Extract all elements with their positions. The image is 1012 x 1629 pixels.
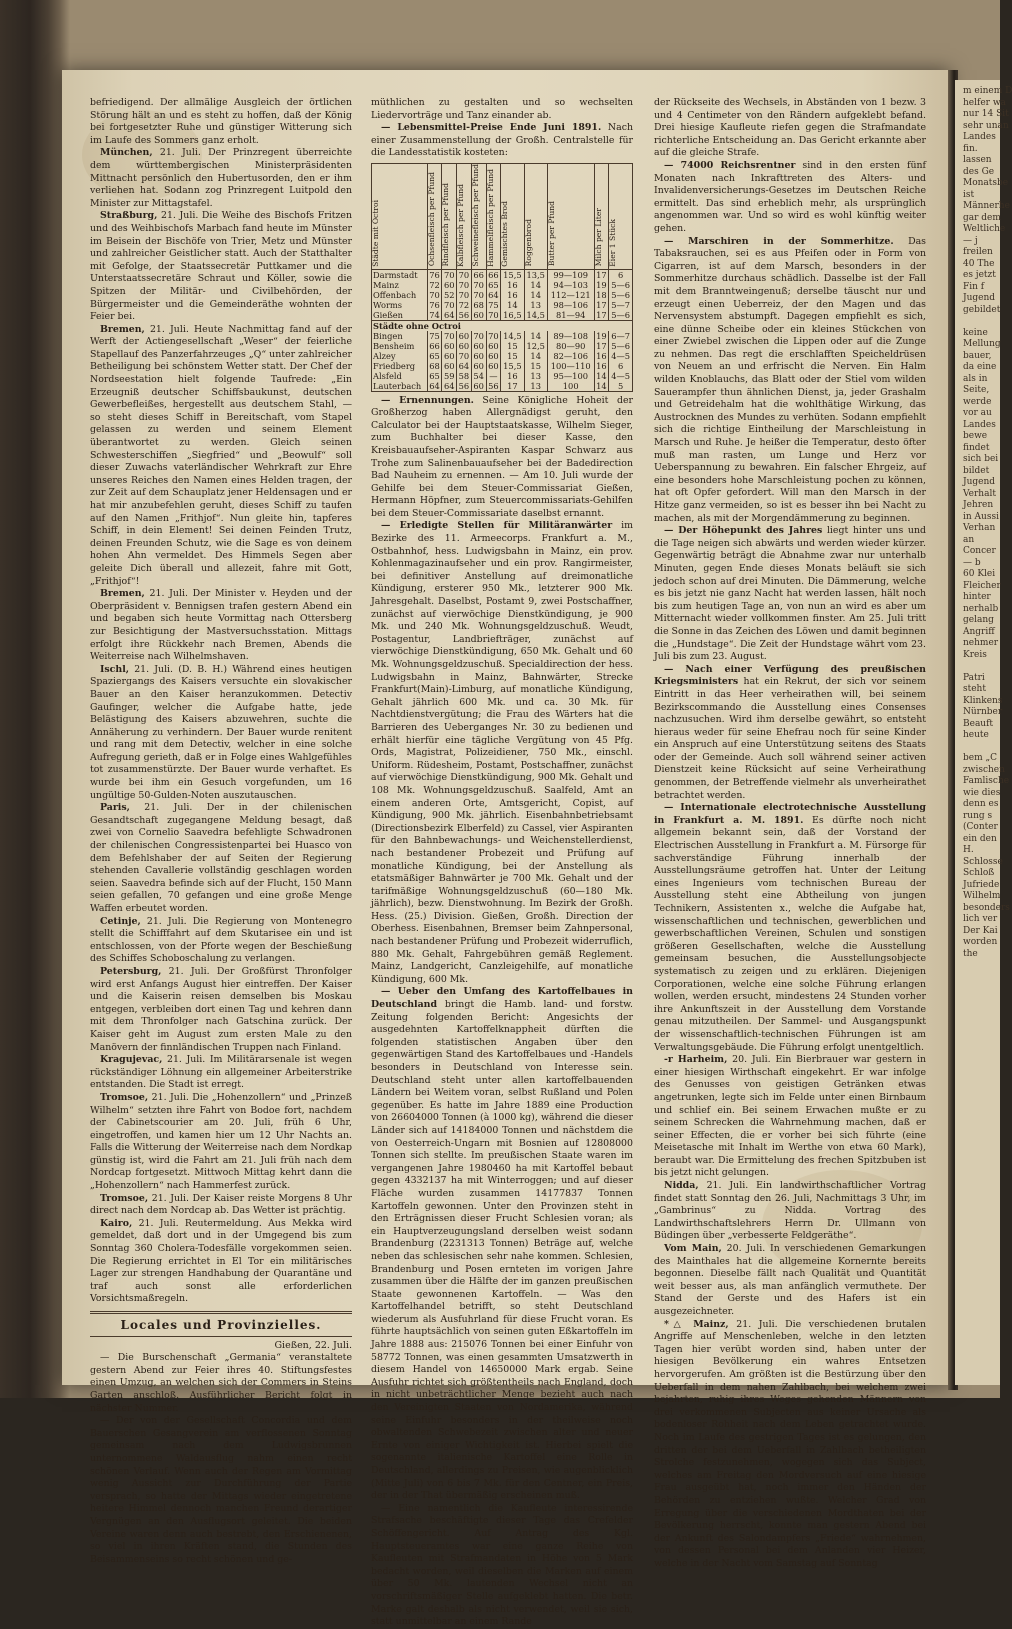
price-cell: 60 — [486, 341, 501, 351]
price-cell: 18 — [594, 290, 609, 300]
price-cell: 64 — [457, 361, 472, 371]
article-text: 21. Juli. Der Kaiser reiste Morgens 8 Uhr direct nach dem Nordcap ab. Das Wetter ist prächtig. — [90, 1192, 352, 1217]
price-cell: 60 — [442, 341, 457, 351]
column-1 — [90, 97, 353, 1565]
article-text: 21. Juli. Die verschiedenen brutalen Angriffe auf Menschenleben, welche in den letzten Tagen hier verübt worden sind, haben unter der hiesigen Bevölkerung ein wahres Entsetzen hervorgerufen. Am größten ist die Bestürzung über den Ueberfall in dem nahen Zahlbach, bei welchem zwei bejahrten, ruhig ihres Weges gehenden Männern von drei verkommenen Subjecten aus keiner Ursache als bodenloser Rohheit nach dem Leben getrachtet wurde. Noch im Laufe des gestrigen Tages ist es gelungen, den dritten der bei dem Ueberfall in Zahlbach betheiligten Strolche festzunehmen, wogegen sich das Subject, welches am Freitag den Mordversuch auf eine hiesige Frau ausgeübt hat, noch immer den Händen der Behörden zu entziehen wußte. Welcher Grad von Erregung über die verschiedenen Mordthaten bei der Bevölkerung herrscht, konnte man gestern Abend bei der Ankunft des Salondampfers „Friede“ wahrnehmen, von dessen Personal bei dem Anlanden vier Heizer, welche in der Nacht vom Samstag auf Sonntag — [654, 1318, 927, 1569]
city-cell: Offenbach — [372, 290, 428, 300]
price-cell: 5—6 — [609, 280, 633, 290]
price-cell: 17 — [594, 269, 609, 280]
table-row — [372, 381, 633, 392]
price-cell: 60 — [486, 351, 501, 361]
price-cell: 15 — [501, 351, 524, 361]
price-cell: 13 — [524, 381, 547, 392]
price-cell: 13,5 — [524, 269, 547, 280]
table-column-header — [457, 163, 472, 269]
column-3 — [654, 97, 927, 1569]
table-row — [372, 331, 633, 341]
column-2 — [371, 97, 634, 1628]
table-column-header — [547, 163, 594, 269]
price-cell: 66 — [427, 341, 442, 351]
article-text: 21. Juli. Reutermeldung. Aus Mekka wird gemeldet, daß dort und in der Umgegend bis zum Sonntag 360 Cholera-Todesfälle vorgekommen seien. Die Regierung errichtet in El Tor ein militärisches Lager zur strengen Handhabung der Quarantäne und traf auch sonst alle erforderlichen Vorsichtsmaßregeln. — [90, 1217, 353, 1305]
city-cell: Alzey — [372, 351, 428, 361]
table-group-row — [372, 320, 633, 331]
table-row — [372, 269, 633, 280]
table-column-header — [524, 163, 547, 269]
price-cell: 98—106 — [547, 300, 594, 310]
news-item — [90, 1193, 352, 1218]
adjacent-page-fragment — [955, 80, 1012, 1385]
table-column-header — [372, 163, 428, 269]
article-text: 21. Juli. (D. B. H.) Während eines heutigen Spaziergangs des Kaisers versuchte ein slovakischer Bauer an den Kaiser heranzukommen. Detectiv Gaufinger, welcher die Aufgabe hatte, jede Belästigung des Kaisers abzuwehren, suchte die Annäherung zu verhindern. Der Bauer wurde renitent und rang mit dem Detectiv, welcher in eine solche Aufregung gerieth, daß er in Folge eines Wahlgefühles tot zusammenstürzte. Der Bauer wurde verhaftet. Es wurde bei ihm ein Gesuch vorgefunden, um 16 ungültige 50-Gulden-Noten auszutauschen. — [90, 663, 352, 801]
table-body — [372, 269, 633, 391]
price-cell: 5 — [609, 381, 633, 392]
price-cell: 80—90 — [547, 341, 594, 351]
news-item — [90, 916, 352, 966]
table-row — [372, 290, 633, 300]
news-item — [654, 802, 926, 1054]
price-cell: 60 — [442, 361, 457, 371]
price-cell: 70 — [486, 310, 501, 321]
price-cell: 14,5 — [524, 310, 547, 321]
price-cell: 70 — [457, 269, 472, 280]
news-item — [654, 1243, 926, 1319]
price-cell: 70 — [427, 290, 442, 300]
table-group-label: Städte ohne Octroi — [372, 320, 633, 331]
column-header-label: Ochsenfleisch per Pfund — [426, 172, 436, 267]
city-cell: Darmstadt — [372, 269, 428, 280]
price-cell: 15,5 — [501, 361, 524, 371]
price-cell: 4—5 — [609, 371, 633, 381]
price-cell: 60 — [471, 381, 486, 392]
adjacent-page-text: m einem D helfer wa nur 14 Sit sehr unan Landes fin. lassen des Ge Monatsbe ist Männerhe gar dem Weltliche — j freilen 40 The es jetzt Fin f Jugend gebildet keine Mellung bauer, da eine als in Seite, werde vor au Landes bewe findet sich bei bildet Jugend Verhalt Jehren in Aussi Verhan an Concer — b 60 Klei Fleicher hinter nerhalb gelang Angriff nehmer Kreis Patri steht Klinkens Nürnber Beauft heute bem „C zwischen Famlische wie dies denn es rung s (Conter ein den H. Schlosse Schloß Jufriede Wilhelm besonders lich ver Der Kai worden the — [963, 86, 1012, 959]
city-cell: Lauterbach — [372, 381, 428, 392]
article-text: 21. Juli. Der in der chilenischen Gesandtschaft zugegangene Meldung besagt, daß zwei von Cornelio Saavedra befehligte Schwadronen der chilenischen Congressistenpartei bei Huasco von dem Befehlshaber der auf Seiten der Regierung stehenden Cavallerie vollständig geschlagen worden seien. Saavedra befinde sich auf der Flucht, 150 Mann seien gefallen, 70 gefangen und eine große Menge Waffen erbeutet worden. — [90, 802, 352, 914]
news-item — [371, 520, 633, 986]
article-heading: — Erledigte Stellen für Militäranwärter — [381, 520, 613, 532]
article-heading: — 74000 Reichsrentner — [664, 159, 796, 171]
dateline-city: Tromsoe, — [100, 1091, 149, 1103]
price-cell: 100 — [547, 381, 594, 392]
price-cell: 75 — [427, 331, 442, 341]
column-header-label: Städte mit Octroi — [371, 199, 380, 267]
price-cell: 4—5 — [609, 351, 633, 361]
table-row — [372, 280, 633, 290]
article-text: bringt die Hamb. land- und forstw. Zeitung folgenden Bericht: Angesichts der ausgedehnten Kartoffelknappheit dürften die folgenden statistischen Angaben über den gegenwärtigen Stand des Kartoffelbaues und -Handels besonders in Deutschland von Interesse sein. Deutschland steht unter allen kartoffelbauenden Ländern bei Weitem voran, selbst Rußland und Polen gegenüber. Es hatte im Jahre 1889 eine Production von 26604000 Tonnen (à 1000 kg), während die dieser Länder sich auf 14184000 Tonnen und nächstdem die von Oesterreich-Ungarn mit Bosnien auf 12808000 Tonnen sich stellte. Im preußischen Staate waren im vergangenen Jahre 1980460 ha mit Kartoffel bebaut gegen 4332137 ha mit Winterroggen; und auf dieser Fläche wurden zusammen 14177837 Tonnen Kartoffeln gewonnen. Unter den Provinzen steht in den Erträgnissen dieser Frucht Schlesien voran; als ein Hauptverzeugungsland derselben weist sodann Brandenburg (2231313 Tonnen) Beträge auf, welche neben das schlesischen sehr nahe kommen. Schlesien, Brandenburg und Posen ernteten im vorigen Jahre zusammen über die Hälfte der im ganzen preußischen Staate gewonnenen Kartoffeln. — Was den Kartoffelhandel betrifft, so steht Deutschland wiederum als Ausfuhrland für diese Frucht voran. Es führte hauptsächlich von seinen guten Eßkartoffeln im Jahre 1888 aus: 215076 Tonnen bei einer Einfuhr von 58772 Tonnen, was einen gesammten Umsatzwerth in diesem Handel von 14650000 Mark ergab. Seine Ausfuhr richtet sich größtentheils nach England, doch in nicht unbeträchtlicher Menge bezieht auch nach den Vereinigten Staaten von Nordamerika, während seine Einfuhr besonders in der theilweise noch obwaltenden Schwebezeit zwischen alter und neuer Ernte von einiger Wichtigkeit ist. Hierbei spielt die sogenannte italienische Kartoffel eine Rolle in Deutschland, allerdings zu Preisen, wie augenblicklich (Mitte Juli) von 6 bis 7 Mk. für den Centner, ein Preis, der in der That übermäßig erscheinen muß. — [371, 999, 634, 1502]
price-cell: 6 — [609, 361, 633, 371]
article-heading: — Marschiren in der Sommerhitze. — [664, 235, 894, 247]
price-cell: 70 — [442, 331, 457, 341]
price-cell: 76 — [427, 300, 442, 310]
column-header-label: Schweinefleisch per Pfund — [470, 163, 480, 267]
price-cell: 14 — [524, 351, 547, 361]
price-cell: 60 — [457, 341, 472, 351]
price-cell: 17 — [594, 341, 609, 351]
article-heading: — Lebensmittel-Preise Ende Juni 1891. — [381, 122, 602, 134]
price-cell: 58 — [457, 371, 472, 381]
table-row — [372, 341, 633, 351]
article-text: Es dürfte noch nicht allgemein bekannt sein, daß der Vorstand der Electrischen Ausstellung in Frankfurt a. M. Fürsorge für sachverständige Führung innerhalb der Ausstellungsräume getroffen hat. Unter der Leitung eines Ingenieurs vom technischen Bureau der Ausstellung steht eine Abtheilung von jungen Technikern, Assistenten x., welche die Aufgabe hat, wissenschaftlichen und technischen, gewerblichen und gewerbschaftlichen Vereinen, Schulen und sonstigen größeren Gesellschaften, welche die Ausstellung gemeinsam besuchen, die Ausstellungsobjecte systematisch zu zeigen und zu erklären. Diejenigen Corporationen, welche eine solche Führung erlangen wollen, werden ersucht, mindestens 24 Stunden vorher ihre Ankunftszeit in der Ausstellung dem Vorstande genau mitzutheilen. Der Sammel- und Ausgangspunkt der wissenschaftlich-technischen Führungen ist am Verwaltungsgebäude. Die Führung erfolgt unentgeltlich. — [654, 814, 926, 1053]
news-item — [654, 160, 926, 236]
table-column-header — [594, 163, 609, 269]
price-cell: 95—100 — [547, 371, 594, 381]
price-cell: 16,5 — [501, 310, 524, 321]
table-header-row — [372, 163, 633, 269]
news-item — [654, 1319, 926, 1571]
article-text: hat ein Rekrut, der sich vor seinem Eintritt in das Heer verheirathen will, bei seinem Bezirkscommando die Ausstellung eines Consenses nachzusuchen. Wird ihm derselbe gewährt, so entsteht hieraus weder für seine Ehefrau noch für seine Kinder ein Anspruch auf eine Unterstützung seitens des Staats oder der Gemeinde. Auch soll während seiner activen Dienstzeit keine Rücksicht auf seine Verheirathung genommen, der Betreffende vielmehr als unverheirathet betrachtet werden. — [654, 676, 926, 801]
price-cell: 70 — [457, 290, 472, 300]
food-price-table — [371, 163, 633, 392]
section-divider — [90, 1311, 352, 1314]
price-cell: 60 — [486, 361, 501, 371]
price-cell: 64 — [427, 381, 442, 392]
price-cell: 12,5 — [524, 341, 547, 351]
article-text: 21. Juli. Der Prinzregent überreichte dem württembergischen Ministerpräsidenten Mittnacht persönlich den Hubertusorden, den er ihm verliehen hat. Sodann zog Prinzregent Luitpold den Minister zur Mittagstafel. — [90, 147, 352, 209]
news-item — [90, 966, 352, 1054]
price-cell: 60 — [471, 351, 486, 361]
price-cell: 5—7 — [609, 300, 633, 310]
table-row — [372, 310, 633, 321]
article-heading: — Nach einer Verfügung des preußischen Kriegsministers — [654, 663, 926, 688]
table-column-header — [442, 163, 457, 269]
dateline-city: Petersburg, — [100, 965, 162, 977]
table-column-header — [471, 163, 486, 269]
article-heading: — Internationale electrotechnische Ausstellung in Frankfurt a. M. 1891. — [654, 802, 926, 826]
news-item — [90, 802, 352, 915]
article-text: 21. Juli. Im Militärarsenale ist wegen rückständiger Löhnung ein allgemeiner Arbeiterstrike entstanden. Die Stadt ist erregt. — [90, 1054, 352, 1091]
news-item — [654, 1180, 926, 1243]
price-cell: 70 — [471, 280, 486, 290]
price-cell: 60 — [457, 331, 472, 341]
city-cell: Worms — [372, 300, 428, 310]
price-cell: 59 — [442, 371, 457, 381]
dateline-city: Bremen, — [100, 588, 145, 600]
price-cell: 17 — [594, 310, 609, 321]
article-text: 20. Juli. Ein Bierbrauer war gestern in einer hiesigen Wirthschaft eingekehrt. Er war infolge des Genusses von geistigen Getränken etwas angetrunken, legte sich im Felde unter einen Birnbaum und schlief ein. Bei seinem Erwachen mußte er zu seinem Schrecken die Wahrnehmung machen, daß er seiner Effecten, die er vorher bei sich führte (eine Meisetasche mit Inhalt im Werthe von etwa 60 Mark), beraubt war. Die Ermittelung des frechen Spitzbuben ist bis jetzt nicht gelungen. — [654, 1054, 926, 1179]
price-cell: 68 — [427, 361, 442, 371]
price-cell: 14 — [594, 371, 609, 381]
price-cell: 14 — [594, 381, 609, 392]
price-cell: 15 — [524, 361, 547, 371]
price-cell: 65 — [427, 371, 442, 381]
dateline-city: Bremen, — [100, 323, 145, 335]
city-cell: Gießen — [372, 310, 428, 321]
price-cell: 89—108 — [547, 331, 594, 341]
price-cell: 66 — [486, 269, 501, 280]
dateline-city: Tromsoe, — [100, 1192, 149, 1204]
price-cell: 14 — [524, 331, 547, 341]
article-text: befriedigend. Der allmälige Ausgleich der örtlichen Störung hält an und es steht zu hoffen, daß der König bei fortgesetzter Ruhe und günstiger Witterung sich im Laufe des Sommers ganz erholt. — [90, 97, 352, 146]
price-cell: 56 — [486, 381, 501, 392]
price-cell: 65 — [427, 351, 442, 361]
table-row — [372, 351, 633, 361]
price-cell: 15,5 — [501, 269, 524, 280]
price-cell: 16 — [594, 361, 609, 371]
dateline-city: Nidda, — [664, 1180, 699, 1192]
price-cell: 14 — [501, 300, 524, 310]
price-cell: 19 — [594, 280, 609, 290]
city-cell: Mainz — [372, 280, 428, 290]
price-cell: 70 — [442, 300, 457, 310]
article-text: 20. Juli. In verschiedenen Gemarkungen des Mainthales hat die allgemeine Kornernte bereits begonnen. Dieselbe fällt nach Qualität und Quantität weit besser aus, als man anfänglich vermuthete. Der Stand der Gerste und des Hafers ist ein ausgezeichneter. — [654, 1243, 926, 1317]
price-cell: 6 — [609, 269, 633, 280]
price-cell: 14,5 — [501, 331, 524, 341]
article-text: 21. Juli. Ein landwirthschaftlicher Vortrag findet statt Sonntag den 26. Juli, Nachmittags 3 Uhr, im „Gambrinus“ zu Nidda. Vortrag des Landwirthschaftslehrers Herrn Dr. Ullmann von Büdingen über „verbesserte Feldgeräthe“. — [654, 1180, 926, 1242]
price-cell: 70 — [486, 331, 501, 341]
price-cell: 52 — [442, 290, 457, 300]
price-cell: 70 — [471, 290, 486, 300]
news-item — [90, 324, 352, 588]
price-cell: 16 — [501, 280, 524, 290]
price-cell: 13 — [524, 300, 547, 310]
column-header-label: Kalbfleisch per Pfund — [456, 183, 466, 267]
price-cell: 5—6 — [609, 290, 633, 300]
article-heading: — Ueber den Umfang des Kartoffelbaues in Deutschland — [371, 986, 633, 1011]
price-cell: 82—106 — [547, 351, 594, 361]
news-item — [90, 664, 352, 803]
news-item — [371, 986, 633, 1502]
news-item — [90, 1092, 352, 1193]
news-item — [90, 147, 352, 210]
price-cell: 72 — [427, 280, 442, 290]
price-cell: 60 — [471, 361, 486, 371]
table-column-header — [486, 163, 501, 269]
price-cell: 72 — [457, 300, 472, 310]
price-cell: 17 — [594, 300, 609, 310]
article-text: 21. Juli. Heute Nachmittag fand auf der Werft der Actiengesellschaft „Weser“ der feierliche Stapellauf des Panzerfahrzeuges „Q“ unter zahlreicher Betheiligung bei schönstem Wetter statt. Der Chef der Nordseestation hielt folgende Taufrede: „Ein Erzeugniß deutscher Schiffsbaukunst, deutschen Gewerbefleißes, hergestellt aus deutschem Stahl, — so steht dieses Schiff in Bereitschaft, vom Stapel gelassen zu werden und seinem Element überantwortet zu werden. Gleich seinen Schwesterschiffen „Siegfried“ und „Beowulf“ soll dieser Zuwachs vaterländischer Wehrkraft zur Ehre unseres Reiches den Namen eines Helden tragen, der zur Zeit auf dem Schauplatz jener Heldensagen und er hat mir anzubefehlen geruht, dieses Schiff zu taufen auf den Namen „Frithjof“. Nun gleite hin, tapferes Schiff, in dein Element! Sei deinen Feinden Trutz, deinen Freunden Schutz, wie die Sage es von deinem hohen Ahn vermeldet. Des Himmels Segen aber geleite Dich überall und allezeit, fahre mit Gott, „Frithjof“! — [90, 323, 353, 587]
price-cell: 60 — [471, 341, 486, 351]
price-cell: 70 — [457, 280, 472, 290]
price-cell: — — [486, 371, 501, 381]
price-cell: 19 — [594, 331, 609, 341]
table-column-header — [427, 163, 442, 269]
article-text: im Bezirke des 11. Armeecorps. Frankfurt a. M., Ostbahnhof, hess. Ludwigsbahn in Mainz, ein prov. Kohlenmagazinaufseher und ein prov. Rangirmeister, bei definitiver Anstellung auf dreimonatliche Kündigung, ersterer 950 Mk., letzterer 900 Mk. Jahresgehalt. Daselbst, Postamt 9, zwei Postschaffner, zunächst auf vierwöchige Dienstkündigung, je 900 Mk. und 240 Mk. Wohnungsgeldzuschuß. Weudt, Postagentur, Landbriefträger, zunächst auf vierwöchige Dienstkündigung, 650 Mk. Gehalt und 60 Mk. Wohnungsgeldzuschuß. Specialdirection der hess. Ludwigsbahn in Mainz, Bahnwärter, Strecke Frankfurt(Main)-Limburg, auf monatliche Kündigung, Gehalt jährlich 600 Mk. und ca. 30 Mk. für Nachtdienstvergütung; die Frau des Wärters hat die Barrieren des Ueberganges Nr. 30 zu bedienen und erhält hierfür eine tägliche Vergütung von 45 Pfg. Ords, Magistrat, Polizeidiener, 750 Mk., einschl. Uniform. Rüdesheim, Postamt, Postschaffner, zunächst auf vierwöchige Dienstkündigung, 900 Mk. Gehalt und 108 Mk. Wohnungsgeldzuschuß. Saalfeld, Amt an einem anderen Orte, Amtsgericht, Copist, auf Kündigung, 900 Mk. jährlich. Eisenbahnbetriebsamt (Directionsbezirk Elberfeld) zu Cassel, vier Aspiranten für den Bahnbewachungs- und Weichenstellerdienst, nach bestandener Probezeit und Prüfung auf monatliche Kündigung, bei der Anstellung als etatsmäßiger Bahnwärter je 700 Mk. Gehalt und der tarifmäßige Wohnungsgeldzuschuß (60—180 Mk. jährlich), bezw. Dienstwohnung. Im Bezirk der Großh. Hess. (25.) Division. Gießen, Großh. Direction der Oberhess. Eisenbahnen, Bremser beim Zahnpersonal, nach bestandener Prüfung und Probezeit widerruflich, 880 Mk. Gehalt, Fahrgebühren gemäß Reglement. Mainz, Landgericht, Canzleigehilfe, auf monatliche Kündigung, 600 Mk. — [371, 520, 633, 985]
table-row — [372, 371, 633, 381]
dateline-city: Straßburg, — [100, 210, 158, 222]
column-header-label: Gemischtes Brod — [500, 200, 510, 267]
price-cell: 76 — [427, 269, 442, 280]
table-row — [372, 300, 633, 310]
article-text: liegt hinter uns und die Tage neigen sich abwärts und werden wieder kürzer. Gegenwärtig beträgt die Abnahme zwar nur unterhalb Minuten, gegen Ende dieses Monats beläuft sie sich jedoch schon auf drei Minuten. Die Dämmerung, welche es bis jetzt nie ganz Nacht hat werden lassen, hält noch bis zum heutigen Tage an, von nun an wird es aber um Mitternacht wieder vollkommen finster. Am 25. Juli tritt die Sonne in das Zeichen des Löwen und damit beginnen die „Hundstage“. Die Zeit der Hundstage währt vom 23. Juli bis zum 23. August. — [654, 525, 926, 663]
price-cell: 64 — [442, 381, 457, 392]
price-cell: 81—94 — [547, 310, 594, 321]
news-item — [371, 395, 633, 521]
news-item — [90, 1054, 352, 1092]
dateline-city: Kragujevac, — [100, 1054, 163, 1066]
article-heading: — Der Höhepunkt des Jahres — [664, 525, 823, 537]
price-cell: 17 — [501, 381, 524, 392]
article-text: — Eine namentlich die Kaufleute interessirende Strafsache beschäftigte dieser Tage das Crefelder Schöffengericht. Auf Antrag des Kgl. Hauptsteueramtes war eine ganze Reihe von Kaufleuten mit Strafmandaten in Höhe von 5 Mark bedacht worden, weil dieselben die Marken auf einem über 50 Mk. lautenden Wechsel nicht an vorschriftsmäßiger Stelle aufgeklebt hatten. Die betr. Marke galt deshalb als nicht verwendet, weil sie sich, statt unmittelbar an einem Rande — [371, 1502, 633, 1628]
price-cell: 14 — [524, 280, 547, 290]
column-header-label: Eier 1 Stück — [608, 218, 618, 267]
price-cell: 5—6 — [609, 310, 633, 321]
dateline-city: *△ Mainz, — [664, 1318, 729, 1330]
price-cell: 66 — [471, 269, 486, 280]
price-cell: 94—103 — [547, 280, 594, 290]
price-cell: 64 — [442, 310, 457, 321]
price-cell: 60 — [442, 351, 457, 361]
price-cell: 70 — [442, 269, 457, 280]
dateline-city: Cetinje, — [100, 915, 141, 927]
news-item — [371, 122, 633, 160]
section-divider — [90, 1336, 352, 1337]
column-header-label: Butter per Pfund — [546, 201, 556, 267]
column-header-label: Hammelfleisch per Pfund — [485, 168, 495, 267]
price-cell: 100—110 — [547, 361, 594, 371]
article-text: der Rückseite des Wechsels, in Abständen von 1 bezw. 3 und 4 Centimeter von den Rändern aufgeklebt befand. Drei hiesige Kaufleute riefen gegen die Strafmandate richterliche Entscheidung an. Das Gericht erkannte aber auf die gleiche Strafe. — [654, 97, 926, 159]
local-dateline: Gießen, 22. Juli. — [274, 1339, 352, 1351]
article-heading: — Ernennungen. — [381, 394, 474, 406]
dateline-city: Kairo, — [100, 1217, 133, 1229]
news-item — [654, 236, 926, 526]
price-cell: 16 — [501, 371, 524, 381]
article-text: sind in den ersten fünf Monaten nach Inkrafttreten des Alters- und Invalidenversicherungs-Gesetzes im Deutschen Reiche ermittelt. Das sind erheblich mehr, als ursprünglich angenommen war. Und so wird es wohl künftig weiter gehen. — [654, 159, 926, 234]
city-cell: Alsfeld — [372, 371, 428, 381]
table-column-header — [501, 163, 524, 269]
price-cell: 99—109 — [547, 269, 594, 280]
price-cell: 68 — [471, 300, 486, 310]
column-header-label: Roggenbrod — [523, 219, 533, 267]
section-title: Locales und Provinzielles. — [120, 1318, 322, 1332]
price-cell: 56 — [457, 381, 472, 392]
price-cell: 64 — [486, 290, 501, 300]
price-cell: 70 — [457, 351, 472, 361]
table-row — [372, 361, 633, 371]
city-cell: Friedberg — [372, 361, 428, 371]
dateline-city: Ischl, — [100, 663, 130, 675]
article-text: Seine Königliche Hoheit der Großherzog haben Allergnädigst geruht, den Calculator bei der Hauptstaatskasse, Wilhelm Sieger, zum Buchhalter bei dieser Kasse, den Kreisbauaufseher-Aspiranten Kaspar Schwarz aus Trohe zum Salinenbauaufseher bei der Badedirection Bad Nauheim zu ernennen. — Am 10. Juli wurde der Gehilfe bei dem Steuer-Commissariat Gießen, Hermann Höpfner, zum Steuercommissariats-Gehilfen bei dem Steuer-Commissariate daselbst ernannt. — [371, 394, 633, 519]
price-cell: 60 — [442, 280, 457, 290]
price-cell: 16 — [501, 290, 524, 300]
article-text: 21. Juli. Die Regierung von Montenegro stellt die Schifffahrt auf dem Skutarisee ein und ist entschlossen, von der Pforte wegen der Beschießung des Schiffes Schoboschalung zu verlangen. — [90, 915, 353, 965]
table-column-header — [609, 163, 633, 269]
dateline-city: München, — [100, 147, 153, 159]
column-header-label: Rindfleisch per Pfund — [441, 183, 451, 267]
city-cell: Bingen — [372, 331, 428, 341]
price-cell: 14 — [524, 290, 547, 300]
article-text: müthlichen zu gestalten und so wechselten Liedervorträge und Tanz einander ab. — [371, 97, 633, 121]
news-item — [90, 1218, 352, 1306]
price-cell: 60 — [471, 310, 486, 321]
news-item — [654, 525, 926, 664]
price-cell: 65 — [486, 280, 501, 290]
price-cell: 56 — [457, 310, 472, 321]
news-item — [654, 1054, 926, 1180]
price-cell: 13 — [524, 371, 547, 381]
news-item — [90, 210, 352, 323]
article-text: 21. Juli. Der Minister v. Heyden und der Oberpräsident v. Bennigsen trafen gestern Abend ein und begaben sich heute Vormittag nach Ottersberg zur Besichtigung der Mastversuchsstation. Mittags erfolgt ihre Rückkehr nach Bremen, Abends die Weiterreise nach Wilhelmshaven. — [90, 588, 352, 663]
price-cell: 112—121 — [547, 290, 594, 300]
news-item — [90, 588, 352, 664]
city-cell: Bensheim — [372, 341, 428, 351]
price-cell: 74 — [427, 310, 442, 321]
column-header-label: Milch per Liter — [593, 208, 603, 267]
article-text: 21. Juli. Der Großfürst Thronfolger wird erst Anfangs August hier eintreffen. Der Kaiser und die Kaiserin reisen demselben bis Moskau entgegen, verbleiben dort einen Tag und kehren dann mit dem Thronfolger nach Gatschina zurück. Der Kaiser geht im August zum ersten Male zu den Manövern der finnländischen Truppen nach Finland. — [90, 965, 352, 1053]
price-cell: 75 — [486, 300, 501, 310]
price-cell: 5—6 — [609, 341, 633, 351]
article-text: — Die Burschenschaft „Germania“ veranstaltete gestern Abend zur Feier ihres 40. Stiftungsfestes einen Umzug, an welchen sich der Commers in Steins Garten anschloß. Ausführlicher Bericht folgt in nächster Nummer. — [90, 1352, 352, 1414]
article-text: Das Tabaksrauchen, sei es aus Pfeifen oder in Form von Cigarren, ist auf dem Marsch, besonders in der Sommerhitze durchaus schädlich. Dasselbe ist der Fall mit dem Branntweingenuß; derselbe täuscht nur und erzeugt einen Ueberreiz, der den Magen und das Nervensystem abstumpft. Dagegen empfiehlt es sich, eine dünne Scheibe oder ein kleines Stückchen von einer Zwiebel zwischen die Lippen oder auf die Zunge zu nehmen. Das regt die erschlafften Speicheldrüsen von Neuem an und erfrischt die Nerven. Ein Halm wilden Knoblauchs, das Blatt oder der Stiel vom wilden Sauerampfer thun ähnlichen Dienst, ja, jeder Grashalm und Getreidehalm hat die wohlthätige Wirkung, das Austrocknen des Mundes zu verhüten. Sodann empfiehlt sich die richtige Eintheilung der Marschleistung in Marsch und Ruhe. Je heißer die Temperatur, desto öfter muß man rasten, um Lunge und Herz vor Ueberspannung zu bewahren. Ein falscher Ehrgeiz, auf eine besonders hohe Marschleistung pochen zu können, hat oft Opfer gefordert. Will man den Marsch in der Hitze ganz vermeiden, so ist es besser ihn bei Nacht zu machen, als mit der Morgendämmerung zu beginnen. — [654, 235, 926, 524]
article-text: Nach einer Zusammenstellung der Großh. Centralstelle für die Landesstatistik kosteten: — [371, 122, 633, 159]
dateline-city: -r Harheim, — [664, 1054, 728, 1066]
article-text: — Der von der Gesellschaft Concordia und dem Bauerschen Gesangverein am verflossenen Sonntag gemeinsam nach dem Ludwigsbrunnen unternommene Waldausflug nahm einen recht schönen Verlauf. Wenn auch der Regen am Vormittag wenig Aussicht zur Durchführung der Partie versprach, so hatte der Mittags wieder eingetretene heitere Himmel dennoch manchen Freund derartiger Vergnügen an den Ausflugsort geleitet. Die beiden Vereine waren denn auch bestrebt, den Erschienenen, so viel in ihren Kräften stand, die Stunden des Beisammenseins so recht schönen und ge- — [90, 1415, 352, 1565]
article-text: 21. Juli. Die Weihe des Bischofs Fritzen und des Weihbischofs Marbach fand heute im Münster im Beisein der Bischöfe von Trier, Metz und Münster und zahlreicher Geistlicher statt. Auch der Statthalter mit Gefolge, der Staatssecretär Puttkamer und die Unterstaatssecretäre Schraut und Köller, sowie die Spitzen der Militär- und Civilbehörden, der Bürgermeister und die Gemeinderäthe wohnten der Feier bei. — [90, 210, 352, 323]
dateline-city: Vom Main, — [664, 1243, 722, 1255]
price-cell: 16 — [594, 351, 609, 361]
news-item — [654, 664, 926, 803]
price-cell: 54 — [471, 371, 486, 381]
dateline-city: Paris, — [100, 802, 130, 814]
price-cell: 15 — [501, 341, 524, 351]
article-text: 21. Juli. Die „Hohenzollern“ und „Prinzeß Wilhelm“ setzten ihre Fahrt von Bodoe fort, nachdem der Cabinetscourier am 20. Juli, früh 6 Uhr, eingetroffen, und kamen hier um 12 Uhr Nachts an. Falls die Witterung der Weiterreise nach dem Nordkap günstig ist, wird die Fahrt am 21. Juli früh nach dem Nordcap fortgesetzt. Mittwoch Mittag kehrt dann die „Hohenzollern“ nach Hammerfest zurück. — [90, 1091, 352, 1192]
price-cell: 70 — [471, 331, 486, 341]
price-cell: 6—7 — [609, 331, 633, 341]
